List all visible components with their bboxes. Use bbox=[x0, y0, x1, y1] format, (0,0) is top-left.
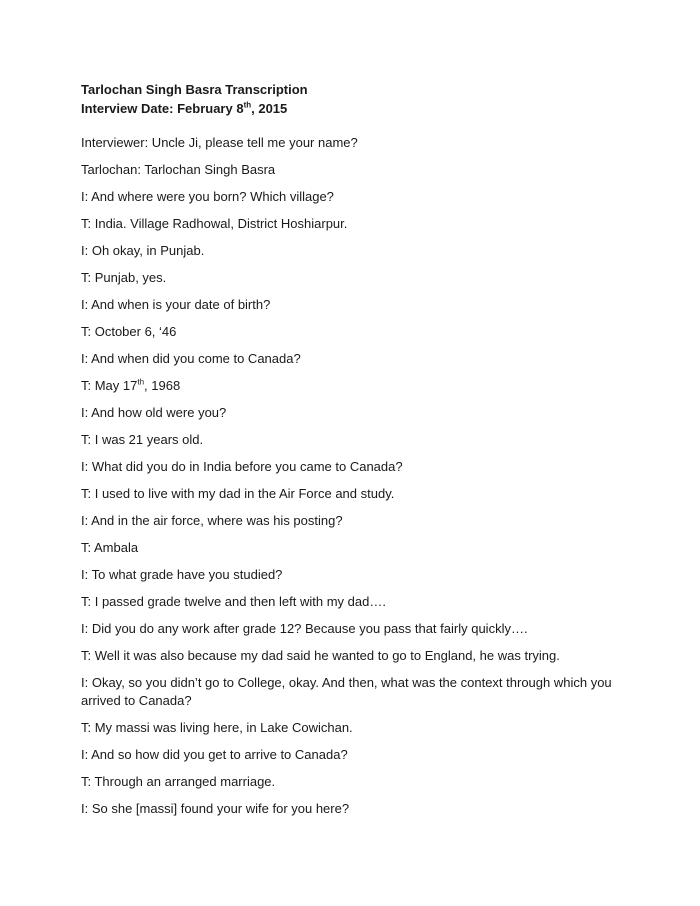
transcript-line: T: Well it was also because my dad said he wanted to go to England, he was trying. bbox=[81, 648, 560, 663]
transcript-line: I: And so how did you get to arrive to Canada? bbox=[81, 747, 348, 762]
transcript-line: I: And when did you come to Canada? bbox=[81, 351, 301, 366]
transcript-line: I: What did you do in India before you came to Canada? bbox=[81, 459, 403, 474]
transcript-line: T: My massi was living here, in Lake Cowichan. bbox=[81, 720, 353, 735]
transcript-line: T: Punjab, yes. bbox=[81, 270, 167, 285]
transcript-line: Tarlochan: Tarlochan Singh Basra bbox=[81, 162, 276, 177]
transcript-line-ordinal: th bbox=[137, 377, 145, 387]
document-title: Tarlochan Singh Basra Transcription bbox=[81, 82, 308, 97]
transcript-line-prefix: T: May 17 bbox=[81, 378, 138, 393]
interview-date-suffix: , 2015 bbox=[251, 101, 288, 116]
transcript-line: I: Did you do any work after grade 12? Because you pass that fairly quickly…. bbox=[81, 621, 528, 636]
transcript-line: I: Oh okay, in Punjab. bbox=[81, 243, 205, 258]
interview-date bbox=[81, 99, 621, 118]
transcript-line: T: Ambala bbox=[81, 540, 139, 555]
transcript-line: I: And in the air force, where was his posting? bbox=[81, 513, 343, 528]
transcript-line: I: And when is your date of birth? bbox=[81, 297, 271, 312]
transcript-line: T: I used to live with my dad in the Air Force and study. bbox=[81, 486, 395, 501]
transcript-line: I: And where were you born? Which village? bbox=[81, 189, 334, 204]
transcript bbox=[81, 134, 621, 818]
interview-date-ordinal: th bbox=[243, 100, 252, 110]
transcript-line: T: Through an arranged marriage. bbox=[81, 774, 276, 789]
transcript-line-suffix: , 1968 bbox=[144, 378, 181, 393]
interview-date-prefix: Interview Date: February 8 bbox=[81, 101, 244, 116]
transcript-line: Interviewer: Uncle Ji, please tell me your name? bbox=[81, 135, 358, 150]
transcript-line: I: To what grade have you studied? bbox=[81, 567, 283, 582]
transcript-line: I: Okay, so you didn’t go to College, okay. And then, what was the context through which you arrived to Canada? bbox=[81, 675, 612, 708]
transcript-line bbox=[81, 377, 621, 395]
transcript-line: T: I was 21 years old. bbox=[81, 432, 204, 447]
transcript-line: I: So she [massi] found your wife for you here? bbox=[81, 801, 350, 816]
document-body bbox=[81, 80, 621, 827]
transcript-line: T: India. Village Radhowal, District Hoshiarpur. bbox=[81, 216, 348, 231]
transcript-line: T: I passed grade twelve and then left with my dad…. bbox=[81, 594, 386, 609]
transcript-line: I: And how old were you? bbox=[81, 405, 227, 420]
transcript-line: T: October 6, ‘46 bbox=[81, 324, 177, 339]
